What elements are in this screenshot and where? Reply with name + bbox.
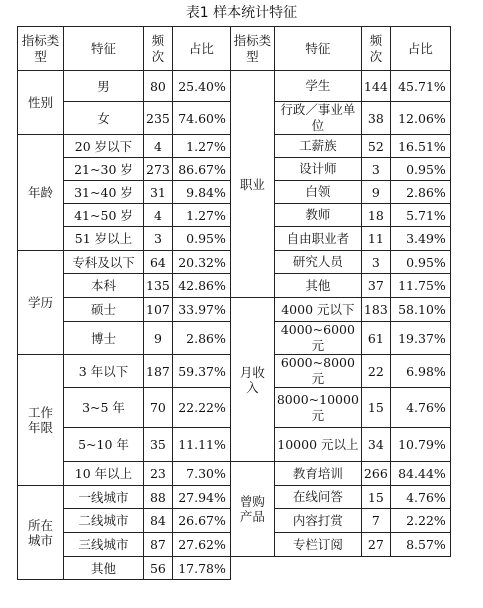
- feature-cell: 自由职业者: [274, 227, 361, 251]
- percentage-cell: 58.10%: [390, 298, 450, 322]
- percentage-cell: 10.79%: [390, 428, 450, 462]
- percentage-cell: 33.97%: [172, 298, 230, 322]
- frequency-cell: 70: [144, 388, 173, 428]
- feature-cell: 31~40 岁: [64, 181, 144, 204]
- frequency-cell: 88: [144, 486, 173, 509]
- frequency-cell: 266: [361, 462, 390, 486]
- frequency-cell: 52: [361, 135, 390, 158]
- percentage-cell: 5.71%: [390, 204, 450, 227]
- feature-cell: 本科: [64, 274, 144, 298]
- table-title: 表1 样本统计特征: [185, 5, 298, 21]
- percentage-cell: 27.94%: [172, 486, 230, 509]
- percentage-cell: 86.67%: [172, 158, 230, 181]
- frequency-cell: 22: [361, 355, 390, 388]
- indicator-type-cell: 性别: [18, 71, 64, 135]
- feature-cell: 其他: [274, 274, 361, 298]
- percentage-cell: 12.06%: [390, 102, 450, 135]
- header-frequency: 频次: [144, 27, 173, 71]
- percentage-cell: 2.22%: [390, 509, 450, 533]
- percentage-cell: 2.86%: [172, 322, 230, 355]
- percentage-cell: 59.37%: [172, 355, 230, 388]
- percentage-cell: 25.40%: [172, 71, 230, 102]
- feature-cell: 20 岁以下: [64, 135, 144, 158]
- feature-cell: 10000 元以上: [274, 428, 361, 462]
- feature-cell: 专栏订阅: [274, 533, 361, 557]
- frequency-cell: 84: [144, 509, 173, 533]
- indicator-type-cell: 曾购产品: [230, 462, 274, 557]
- feature-cell: 5~10 年: [64, 428, 144, 462]
- feature-cell: 一线城市: [64, 486, 144, 509]
- percentage-cell: 42.86%: [172, 274, 230, 298]
- frequency-cell: 80: [144, 71, 173, 102]
- frequency-cell: 56: [144, 557, 173, 580]
- header-frequency: 频次: [361, 27, 390, 71]
- feature-cell: 8000~10000元: [274, 388, 361, 428]
- header-indicator-type: 指标类型: [18, 27, 64, 71]
- percentage-cell: 22.22%: [172, 388, 230, 428]
- percentage-cell: 4.76%: [390, 486, 450, 509]
- percentage-cell: 9.84%: [172, 181, 230, 204]
- frequency-cell: 38: [361, 102, 390, 135]
- frequency-cell: 187: [144, 355, 173, 388]
- feature-cell: 设计师: [274, 158, 361, 181]
- feature-cell: 学生: [274, 71, 361, 102]
- frequency-cell: 144: [361, 71, 390, 102]
- frequency-cell: 135: [144, 274, 173, 298]
- frequency-cell: 64: [144, 251, 173, 274]
- feature-cell: 工薪族: [274, 135, 361, 158]
- percentage-cell: 1.27%: [172, 204, 230, 227]
- feature-cell: 41~50 岁: [64, 204, 144, 227]
- percentage-cell: 45.71%: [390, 71, 450, 102]
- frequency-cell: 3: [361, 251, 390, 274]
- indicator-type-cell: 月收入: [230, 298, 274, 462]
- feature-cell: 博士: [64, 322, 144, 355]
- table-row: [18, 71, 451, 102]
- frequency-cell: 87: [144, 533, 173, 557]
- feature-cell: 二线城市: [64, 509, 144, 533]
- frequency-cell: 9: [144, 322, 173, 355]
- percentage-cell: 74.60%: [172, 102, 230, 135]
- indicator-type-cell: 年龄: [18, 135, 64, 251]
- percentage-cell: 11.75%: [390, 274, 450, 298]
- header-percentage: 占比: [390, 27, 450, 71]
- frequency-cell: 61: [361, 322, 390, 355]
- percentage-cell: 2.86%: [390, 181, 450, 204]
- percentage-cell: 20.32%: [172, 251, 230, 274]
- frequency-cell: 183: [361, 298, 390, 322]
- percentage-cell: 27.62%: [172, 533, 230, 557]
- feature-cell: 教育培训: [274, 462, 361, 486]
- percentage-cell: 11.11%: [172, 428, 230, 462]
- frequency-cell: 31: [144, 181, 173, 204]
- feature-cell: 10 年以上: [64, 462, 144, 486]
- frequency-cell: 37: [361, 274, 390, 298]
- feature-cell: 女: [64, 102, 144, 135]
- frequency-cell: 23: [144, 462, 173, 486]
- header-row: [18, 27, 451, 71]
- header-percentage: 占比: [172, 27, 230, 71]
- feature-cell: 51 岁以上: [64, 227, 144, 251]
- header-feature: 特征: [64, 27, 144, 71]
- frequency-cell: 34: [361, 428, 390, 462]
- frequency-cell: 4: [144, 204, 173, 227]
- frequency-cell: 27: [361, 533, 390, 557]
- percentage-cell: 6.98%: [390, 355, 450, 388]
- frequency-cell: 273: [144, 158, 173, 181]
- percentage-cell: 0.95%: [390, 251, 450, 274]
- frequency-cell: 4: [144, 135, 173, 158]
- frequency-cell: 107: [144, 298, 173, 322]
- table-row: [18, 557, 451, 580]
- percentage-cell: 26.67%: [172, 509, 230, 533]
- feature-cell: 行政／事业单位: [274, 102, 361, 135]
- percentage-cell: 17.78%: [172, 557, 230, 580]
- feature-cell: 其他: [64, 557, 144, 580]
- percentage-cell: 0.95%: [172, 227, 230, 251]
- feature-cell: 专科及以下: [64, 251, 144, 274]
- feature-cell: 3 年以下: [64, 355, 144, 388]
- frequency-cell: 3: [361, 158, 390, 181]
- percentage-cell: 8.57%: [390, 533, 450, 557]
- percentage-cell: 84.44%: [390, 462, 450, 486]
- frequency-cell: 3: [144, 227, 173, 251]
- percentage-cell: 1.27%: [172, 135, 230, 158]
- feature-cell: 4000~6000 元: [274, 322, 361, 355]
- percentage-cell: 16.51%: [390, 135, 450, 158]
- feature-cell: 教师: [274, 204, 361, 227]
- percentage-cell: 0.95%: [390, 158, 450, 181]
- feature-cell: 6000~8000 元: [274, 355, 361, 388]
- feature-cell: 研究人员: [274, 251, 361, 274]
- indicator-type-cell: 学历: [18, 251, 64, 355]
- header-feature: 特征: [274, 27, 361, 71]
- frequency-cell: 7: [361, 509, 390, 533]
- sample-statistics-table: [17, 26, 451, 580]
- frequency-cell: 35: [144, 428, 173, 462]
- feature-cell: 男: [64, 71, 144, 102]
- table-row: [18, 298, 451, 322]
- frequency-cell: 235: [144, 102, 173, 135]
- frequency-cell: 15: [361, 486, 390, 509]
- indicator-type-cell: 工作年限: [18, 355, 64, 486]
- frequency-cell: 15: [361, 388, 390, 428]
- percentage-cell: 4.76%: [390, 388, 450, 428]
- percentage-cell: 3.49%: [390, 227, 450, 251]
- feature-cell: 在线问答: [274, 486, 361, 509]
- feature-cell: 3~5 年: [64, 388, 144, 428]
- frequency-cell: 9: [361, 181, 390, 204]
- feature-cell: 内容打赏: [274, 509, 361, 533]
- feature-cell: 4000 元以下: [274, 298, 361, 322]
- feature-cell: 21~30 岁: [64, 158, 144, 181]
- percentage-cell: 19.37%: [390, 322, 450, 355]
- percentage-cell: 7.30%: [172, 462, 230, 486]
- frequency-cell: 11: [361, 227, 390, 251]
- header-indicator-type: 指标类型: [230, 27, 274, 71]
- table-row: [18, 462, 451, 486]
- feature-cell: 三线城市: [64, 533, 144, 557]
- indicator-type-cell: 所在城市: [18, 486, 64, 580]
- feature-cell: 硕士: [64, 298, 144, 322]
- indicator-type-cell: 职业: [230, 71, 274, 298]
- feature-cell: 白领: [274, 181, 361, 204]
- frequency-cell: 18: [361, 204, 390, 227]
